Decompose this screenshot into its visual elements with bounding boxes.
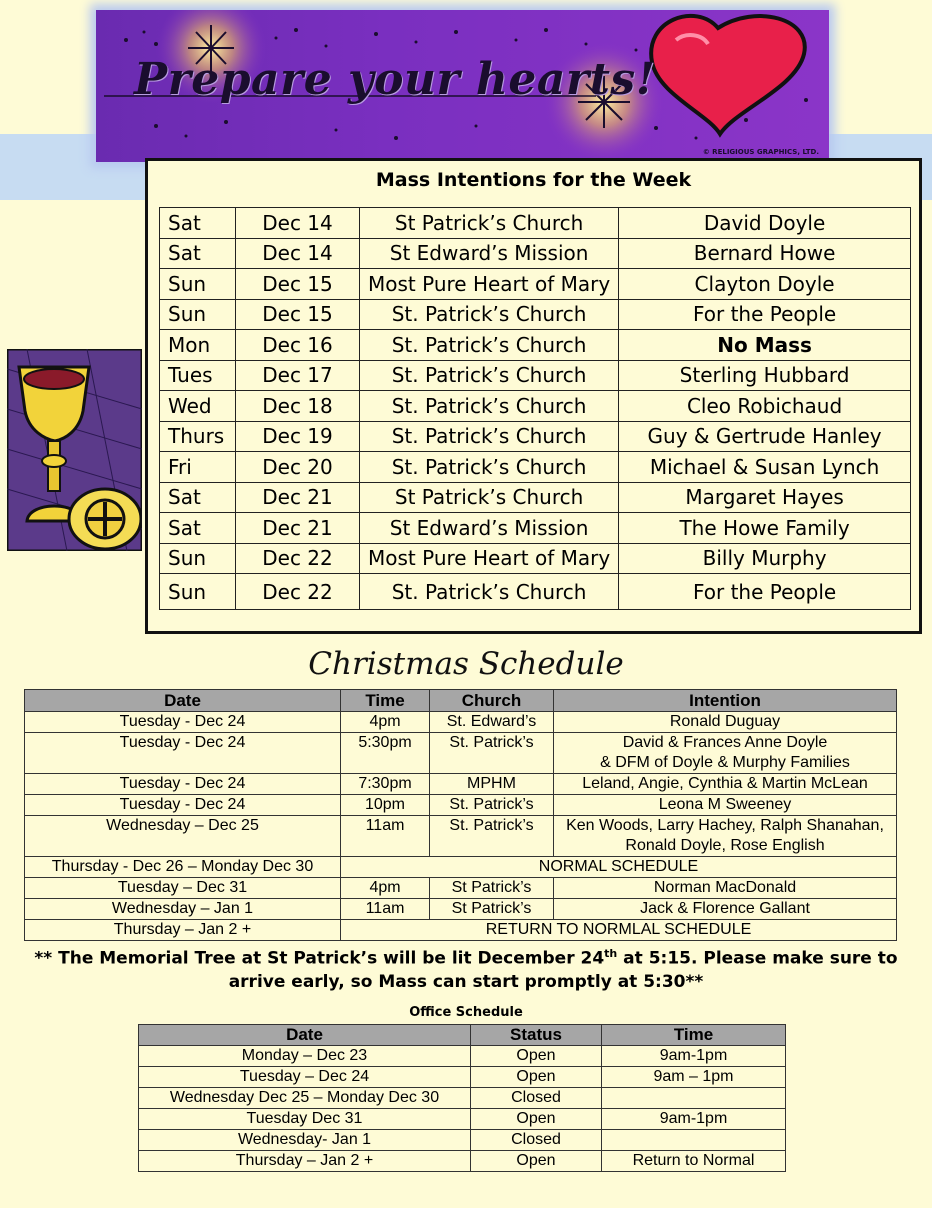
date-cell: Thursday - Dec 26 – Monday Dec 30 <box>25 857 341 878</box>
table-row <box>160 574 911 610</box>
church-cell: Most Pure Heart of Mary <box>360 543 619 574</box>
chalice-paten-icon <box>7 349 142 551</box>
intention-cell: Michael & Susan Lynch <box>619 452 911 483</box>
church-cell: St. Patrick’s Church <box>360 452 619 483</box>
church-cell: MPHM <box>430 774 554 795</box>
table-row <box>139 1109 786 1130</box>
table-row <box>25 795 897 816</box>
intention-cell: The Howe Family <box>619 513 911 544</box>
church-cell: St. Patrick’s <box>430 733 554 774</box>
time-cell: 5:30pm <box>341 733 430 774</box>
day-cell: Sat <box>160 513 236 544</box>
column-header: Time <box>602 1025 786 1046</box>
table-row <box>139 1088 786 1109</box>
intention-cell: Margaret Hayes <box>619 482 911 513</box>
intention-cell: Billy Murphy <box>619 543 911 574</box>
date-cell: Tuesday – Dec 31 <box>25 878 341 899</box>
schedule-note-cell: RETURN TO NORMLAL SCHEDULE <box>341 920 897 941</box>
date-cell: Dec 22 <box>236 574 360 610</box>
table-row <box>160 208 911 239</box>
office-schedule-table <box>138 1024 786 1172</box>
day-cell: Thurs <box>160 421 236 452</box>
date-cell: Dec 18 <box>236 391 360 422</box>
church-cell: St. Patrick’s Church <box>360 299 619 330</box>
date-cell: Thursday – Jan 2 + <box>139 1151 471 1172</box>
table-row <box>160 360 911 391</box>
intention-line: Ronald Duguay <box>669 713 781 730</box>
time-cell <box>602 1130 786 1151</box>
status-cell: Closed <box>471 1130 602 1151</box>
intention-line: & DFM of Doyle & Murphy Families <box>600 754 850 771</box>
table-row <box>139 1130 786 1151</box>
intention-cell: Cleo Robichaud <box>619 391 911 422</box>
time-cell: 11am <box>341 816 430 857</box>
intention-cell <box>554 878 897 899</box>
intention-cell <box>554 795 897 816</box>
intention-cell: No Mass <box>619 330 911 361</box>
table-row <box>160 543 911 574</box>
table-row <box>160 238 911 269</box>
date-cell: Wednesday Dec 25 – Monday Dec 30 <box>139 1088 471 1109</box>
mass-intentions-table <box>159 207 911 610</box>
time-cell: Return to Normal <box>602 1151 786 1172</box>
column-header: Intention <box>554 690 897 712</box>
day-cell: Wed <box>160 391 236 422</box>
time-cell: 7:30pm <box>341 774 430 795</box>
time-cell: 4pm <box>341 712 430 733</box>
church-cell: St. Patrick’s Church <box>360 391 619 422</box>
time-cell: 4pm <box>341 878 430 899</box>
heart-icon <box>651 16 805 134</box>
date-cell: Tuesday - Dec 24 <box>25 733 341 774</box>
date-cell: Wednesday – Jan 1 <box>25 899 341 920</box>
table-row <box>160 482 911 513</box>
intention-cell: For the People <box>619 574 911 610</box>
column-header: Date <box>25 690 341 712</box>
date-cell: Tuesday - Dec 24 <box>25 795 341 816</box>
intention-line: Leland, Angie, Cynthia & Martin McLean <box>582 775 868 792</box>
status-cell: Closed <box>471 1088 602 1109</box>
day-cell: Sun <box>160 574 236 610</box>
time-cell: 10pm <box>341 795 430 816</box>
intention-line: Ken Woods, Larry Hachey, Ralph Shanahan, <box>566 817 884 834</box>
intention-line: David & Frances Anne Doyle <box>622 734 828 751</box>
mass-intentions-panel <box>145 158 922 634</box>
office-schedule-title: Office Schedule <box>409 1005 523 1020</box>
intention-cell: For the People <box>619 299 911 330</box>
table-row <box>25 878 897 899</box>
church-cell: Most Pure Heart of Mary <box>360 269 619 300</box>
intention-line: Norman MacDonald <box>653 879 797 896</box>
mass-intentions-title: Mass Intentions for the Week <box>375 169 692 191</box>
christmas-schedule-title: Christmas Schedule <box>308 646 624 682</box>
day-cell: Sat <box>160 482 236 513</box>
date-cell: Dec 21 <box>236 513 360 544</box>
intention-cell: David Doyle <box>619 208 911 239</box>
intention-line: Ronald Doyle, Rose English <box>625 837 825 854</box>
table-row <box>160 452 911 483</box>
date-cell: Thursday – Jan 2 + <box>25 920 341 941</box>
table-header-row <box>139 1025 786 1046</box>
date-cell: Dec 15 <box>236 299 360 330</box>
intention-cell <box>554 899 897 920</box>
date-cell: Dec 17 <box>236 360 360 391</box>
time-cell: 11am <box>341 899 430 920</box>
intention-cell <box>554 733 897 774</box>
table-row <box>139 1046 786 1067</box>
table-row <box>25 920 897 941</box>
memorial-superscript: th <box>604 947 618 960</box>
intention-cell <box>554 712 897 733</box>
column-header: Status <box>471 1025 602 1046</box>
intention-cell: Bernard Howe <box>619 238 911 269</box>
date-cell: Dec 15 <box>236 269 360 300</box>
church-cell: St Patrick’s <box>430 899 554 920</box>
intention-cell <box>554 774 897 795</box>
column-header: Time <box>341 690 430 712</box>
intention-cell <box>554 816 897 857</box>
table-row <box>160 513 911 544</box>
day-cell: Sun <box>160 543 236 574</box>
church-cell: St. Patrick’s Church <box>360 421 619 452</box>
intention-line: Leona M Sweeney <box>658 796 792 813</box>
date-cell: Dec 20 <box>236 452 360 483</box>
church-cell: St. Patrick’s Church <box>360 330 619 361</box>
time-cell: 9am-1pm <box>602 1046 786 1067</box>
time-cell <box>602 1088 786 1109</box>
memorial-text: ** The Memorial Tree at St Patrick’s will be lit December 24 <box>34 948 605 969</box>
status-cell: Open <box>471 1109 602 1130</box>
church-cell: St Patrick’s Church <box>360 482 619 513</box>
date-cell: Dec 14 <box>236 238 360 269</box>
schedule-note-cell: NORMAL SCHEDULE <box>341 857 897 878</box>
table-row <box>160 391 911 422</box>
church-cell: St Patrick’s Church <box>360 208 619 239</box>
day-cell: Sat <box>160 208 236 239</box>
banner-credit: © RELIGIOUS GRAPHICS, LTD. <box>702 148 819 156</box>
day-cell: Sat <box>160 238 236 269</box>
christmas-schedule-table <box>24 689 897 941</box>
day-cell: Fri <box>160 452 236 483</box>
memorial-tree-notice <box>30 942 902 994</box>
date-cell: Wednesday- Jan 1 <box>139 1130 471 1151</box>
table-row <box>25 899 897 920</box>
banner-title: Prepare your hearts! <box>134 54 656 105</box>
table-row <box>25 816 897 857</box>
church-cell: St. Patrick’s <box>430 816 554 857</box>
date-cell: Dec 16 <box>236 330 360 361</box>
header-banner <box>96 10 829 162</box>
date-cell: Tuesday – Dec 24 <box>139 1067 471 1088</box>
church-cell: St. Patrick’s Church <box>360 360 619 391</box>
column-header: Church <box>430 690 554 712</box>
table-row <box>139 1151 786 1172</box>
memorial-text: at 5:15. Please make sure to <box>617 948 898 969</box>
intention-cell: Sterling Hubbard <box>619 360 911 391</box>
date-cell: Dec 21 <box>236 482 360 513</box>
date-cell: Dec 14 <box>236 208 360 239</box>
status-cell: Open <box>471 1067 602 1088</box>
time-cell: 9am-1pm <box>602 1109 786 1130</box>
date-cell: Monday – Dec 23 <box>139 1046 471 1067</box>
date-cell: Tuesday - Dec 24 <box>25 774 341 795</box>
day-cell: Sun <box>160 269 236 300</box>
table-header-row <box>25 690 897 712</box>
table-row <box>25 774 897 795</box>
church-cell: St. Edward’s <box>430 712 554 733</box>
table-row <box>25 733 897 774</box>
day-cell: Sun <box>160 299 236 330</box>
date-cell: Wednesday – Dec 25 <box>25 816 341 857</box>
intention-line: Jack & Florence Gallant <box>640 900 810 917</box>
table-row <box>160 299 911 330</box>
intention-cell: Clayton Doyle <box>619 269 911 300</box>
table-row <box>160 421 911 452</box>
church-cell: St Patrick’s <box>430 878 554 899</box>
church-cell: St. Patrick’s Church <box>360 574 619 610</box>
table-row <box>25 857 897 878</box>
date-cell: Tuesday - Dec 24 <box>25 712 341 733</box>
date-cell: Tuesday Dec 31 <box>139 1109 471 1130</box>
table-row <box>25 712 897 733</box>
table-row <box>160 269 911 300</box>
intention-cell: Guy & Gertrude Hanley <box>619 421 911 452</box>
table-row <box>160 330 911 361</box>
church-cell: St Edward’s Mission <box>360 238 619 269</box>
day-cell: Tues <box>160 360 236 391</box>
church-cell: St. Patrick’s <box>430 795 554 816</box>
time-cell: 9am – 1pm <box>602 1067 786 1088</box>
church-cell: St Edward’s Mission <box>360 513 619 544</box>
date-cell: Dec 22 <box>236 543 360 574</box>
memorial-text: arrive early, so Mass can start promptly at 5:30** <box>228 971 704 992</box>
status-cell: Open <box>471 1151 602 1172</box>
date-cell: Dec 19 <box>236 421 360 452</box>
status-cell: Open <box>471 1046 602 1067</box>
day-cell: Mon <box>160 330 236 361</box>
column-header: Date <box>139 1025 471 1046</box>
table-row <box>139 1067 786 1088</box>
